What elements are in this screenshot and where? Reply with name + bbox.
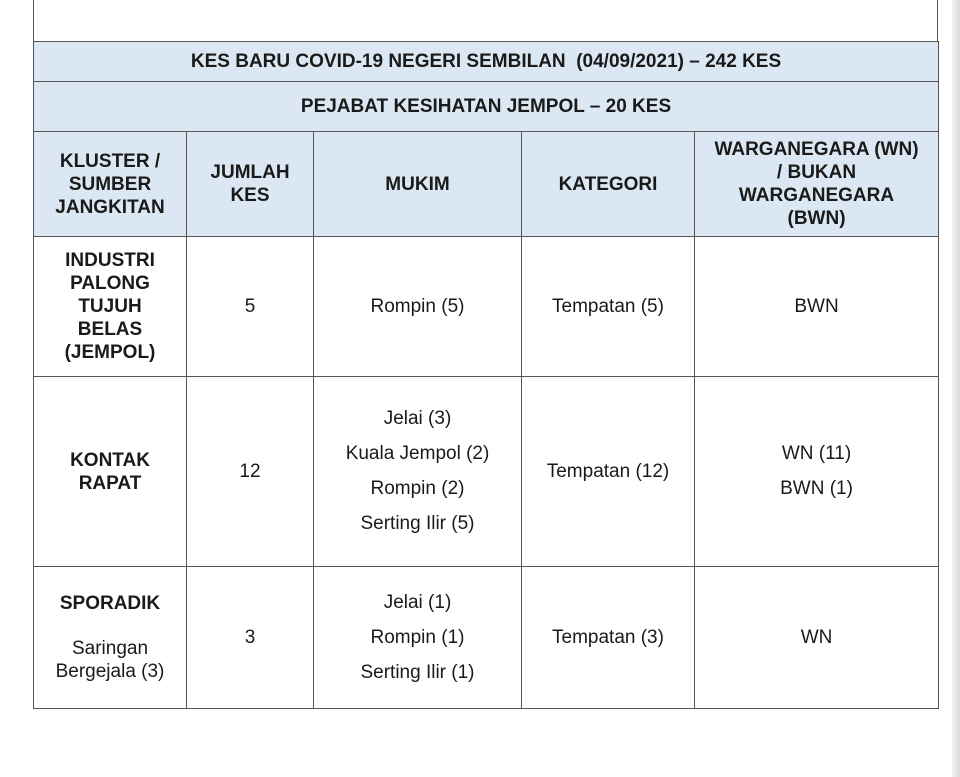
covid-cases-table	[33, 41, 939, 709]
header-kluster-line: KLUSTER /	[59, 150, 161, 172]
mukim-item: Serting Ilir (1)	[360, 661, 475, 683]
cell-warganegara	[695, 237, 939, 377]
warganegara-item: BWN	[794, 295, 839, 317]
cell-mukim	[314, 377, 522, 567]
kluster-title: SPORADIK	[59, 593, 161, 614]
cell-mukim	[314, 237, 522, 377]
cell-kluster	[34, 237, 187, 377]
table-row	[34, 237, 939, 377]
page-edge-shadow	[952, 0, 960, 777]
cell-kategori: Tempatan (3)	[522, 567, 695, 709]
cell-kategori: Tempatan (5)	[522, 237, 695, 377]
kluster-line: (JEMPOL)	[64, 342, 156, 363]
kluster-subtitle	[38, 637, 182, 683]
mukim-item: Rompin (2)	[370, 478, 465, 499]
kluster-sub-line: Saringan	[71, 638, 149, 659]
kluster-line: KONTAK	[70, 449, 150, 471]
mukim-item: Jelai (3)	[383, 408, 452, 429]
kluster-sub-line: Bergejala (3)	[55, 661, 165, 682]
header-warganegara-line: WARGANEGARA	[738, 185, 895, 206]
mukim-item: Rompin (5)	[370, 295, 465, 317]
cell-warganegara	[695, 377, 939, 567]
warganegara-item: WN (11)	[781, 443, 852, 464]
table-subtitle: PEJABAT KESIHATAN JEMPOL – 20 KES	[34, 82, 939, 132]
border-line-right	[937, 0, 938, 42]
table-title: KES BARU COVID-19 NEGERI SEMBILAN (04/09/2021) – 242 KES	[34, 42, 939, 82]
cell-jumlah: 3	[187, 567, 314, 709]
header-jumlah-line: KES	[230, 185, 270, 206]
cell-jumlah: 5	[187, 237, 314, 377]
kluster-line: TUJUH	[78, 296, 142, 317]
table-title-row	[34, 42, 939, 82]
header-kluster-line: SUMBER	[68, 173, 152, 195]
header-mukim: MUKIM	[314, 132, 522, 237]
header-kluster-line: JANGKITAN	[55, 196, 165, 218]
table-row	[34, 567, 939, 709]
cell-kluster	[34, 377, 187, 567]
header-kluster	[34, 132, 187, 237]
cell-jumlah: 12	[187, 377, 314, 567]
cell-kategori: Tempatan (12)	[522, 377, 695, 567]
mukim-item: Kuala Jempol (2)	[345, 443, 490, 464]
kluster-line: BELAS	[77, 319, 143, 340]
table-row	[34, 377, 939, 567]
header-warganegara-line: / BUKAN	[776, 162, 857, 183]
warganegara-item: WN	[800, 626, 833, 648]
cell-mukim	[314, 567, 522, 709]
header-jumlah-line: JUMLAH	[210, 162, 290, 183]
header-warganegara-line: WARGANEGARA (WN)	[714, 139, 919, 160]
warganegara-item: BWN (1)	[780, 478, 853, 499]
header-jumlah	[187, 132, 314, 237]
header-warganegara	[695, 132, 939, 237]
mukim-item: Jelai (1)	[383, 591, 452, 613]
cell-kluster	[34, 567, 187, 709]
mukim-item: Serting Ilir (5)	[360, 513, 475, 534]
kluster-line: RAPAT	[78, 472, 142, 494]
kluster-line: PALONG	[70, 273, 150, 294]
kluster-line: INDUSTRI	[65, 250, 155, 271]
header-kategori: KATEGORI	[522, 132, 695, 237]
header-warganegara-line: (BWN)	[787, 208, 846, 229]
cell-warganegara	[695, 567, 939, 709]
border-line-left	[33, 0, 34, 42]
mukim-item: Rompin (1)	[370, 626, 465, 648]
table-subtitle-row	[34, 82, 939, 132]
column-header-row	[34, 132, 939, 237]
